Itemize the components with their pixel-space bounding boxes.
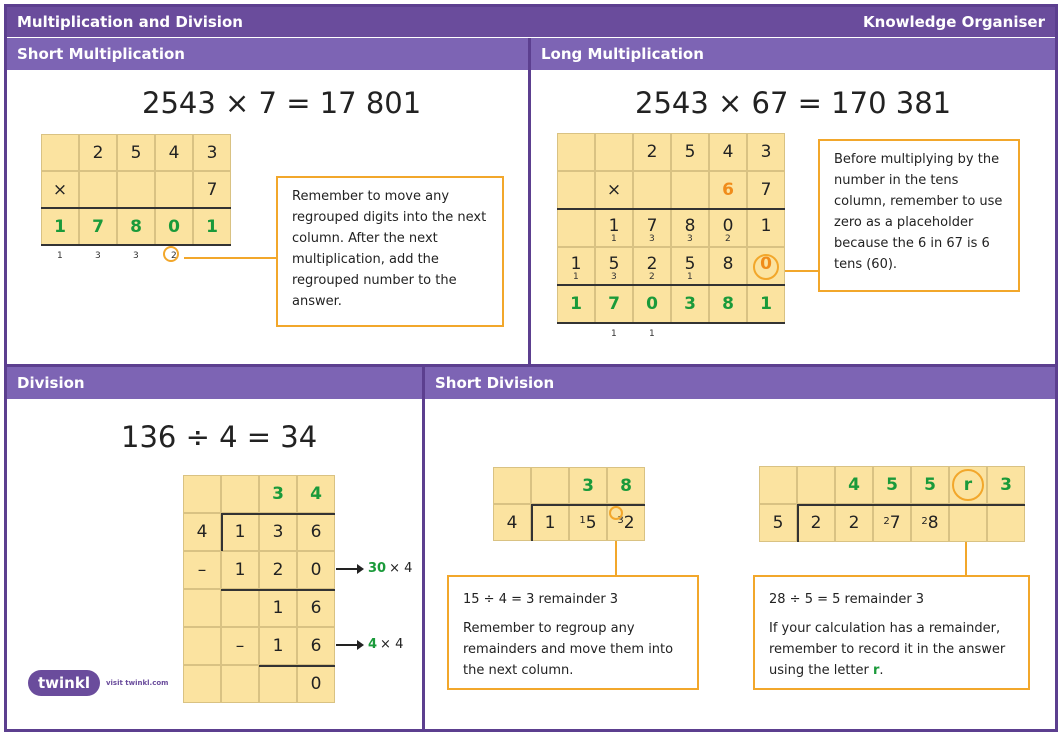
grid-cell: 2 7: [873, 504, 911, 542]
grid-cell: 6: [297, 589, 335, 627]
grid-cell: [117, 171, 155, 208]
grid-cell: [221, 589, 259, 627]
grid-cell: [183, 665, 221, 703]
grid-cell: r: [949, 466, 987, 504]
note-text: [769, 618, 1014, 681]
short-div-note-1: [447, 575, 699, 690]
highlight-circle: [609, 506, 623, 520]
grid-cell: 8: [607, 467, 645, 504]
carry-sup: 3: [617, 515, 624, 526]
grid-rule: [531, 504, 645, 506]
carry-digit: 1: [687, 272, 693, 282]
division-equation: 136 ÷ 4 = 34: [121, 420, 318, 454]
long-mult-note: Before multiplying by the number in the tens column, remember to use zero as a placeholder because the 6 in 67 is 6 tens (60).: [818, 139, 1020, 292]
grid-cell: [41, 134, 79, 171]
carry-digit: 1: [611, 234, 617, 244]
grid-cell: 5: [911, 466, 949, 504]
page-title: Multiplication and Division: [17, 13, 243, 31]
grid-cell: 1: [531, 504, 569, 541]
highlight-circle: [753, 254, 779, 280]
grid-cell: 5: [671, 247, 709, 285]
grid-cell: [531, 467, 569, 504]
grid-cell: 0: [709, 209, 747, 247]
grid-cell: 2: [797, 504, 835, 542]
grid-cell: ×: [595, 171, 633, 209]
header-right: Knowledge Organiser: [863, 13, 1045, 31]
grid-cell: 1: [747, 285, 785, 323]
short-div-title: Short Division: [435, 374, 555, 392]
grid-cell: 4: [183, 513, 221, 551]
carry-digit: 2: [171, 251, 177, 261]
grid-cell: 0: [297, 665, 335, 703]
short-mult-note: Remember to move any regrouped digits into the next column. After the next multiplication, add the regrouped number to the answer.: [276, 176, 504, 327]
note-text: Remember to regroup any remainders and move them into the next column.: [463, 621, 674, 678]
grid-cell: 7: [633, 209, 671, 247]
grid-cell: [949, 504, 987, 542]
grid-rule: [41, 207, 231, 209]
carry-digit: 1: [57, 251, 63, 261]
carry-digit: 1: [649, 329, 655, 339]
grid-cell: –: [183, 551, 221, 589]
carry-digit: 3: [611, 272, 617, 282]
grid-cell: 4: [709, 133, 747, 171]
grid-cell: [759, 466, 797, 504]
arrow-4x4: [336, 637, 403, 652]
carry-digit: 3: [133, 251, 139, 261]
grid-cell: 2 8: [911, 504, 949, 542]
grid-cell: 2: [633, 133, 671, 171]
grid-cell: [633, 171, 671, 209]
grid-cell: 6: [709, 171, 747, 209]
note-part: .: [879, 663, 884, 678]
arrow-num: 30: [368, 561, 387, 576]
grid-rule: [531, 504, 533, 541]
grid-cell: 4: [297, 475, 335, 513]
grid-cell: 0: [155, 208, 193, 245]
grid-cell: 7: [595, 285, 633, 323]
grid-cell: 8: [117, 208, 155, 245]
grid-cell: 6: [297, 627, 335, 665]
grid-cell: 1: [557, 247, 595, 285]
grid-cell: 4: [493, 504, 531, 541]
grid-cell: 1: [221, 551, 259, 589]
short-div-header: [425, 367, 1055, 399]
arrow-rest: × 4: [389, 561, 413, 576]
logo-visit: visit twinkl.com: [105, 679, 169, 687]
grid-rule: [557, 322, 785, 324]
carry-digit: 2: [649, 272, 655, 282]
carry-digit: 2: [725, 234, 731, 244]
grid-cell: 1: [259, 589, 297, 627]
grid-cell: 3: [193, 134, 231, 171]
grid-cell: 2: [835, 504, 873, 542]
grid-cell: 2: [633, 247, 671, 285]
grid-cell: [259, 665, 297, 703]
grid-cell: 4: [155, 134, 193, 171]
grid-cell: 3: [259, 475, 297, 513]
carry-sup: 1: [579, 515, 586, 526]
short-div-note-2: [753, 575, 1030, 690]
grid-cell: 1: [221, 513, 259, 551]
grid-cell: 5: [117, 134, 155, 171]
grid-rule: [557, 284, 785, 286]
divider: [422, 367, 425, 732]
grid-cell: 3: [987, 466, 1025, 504]
carry-digit: 3: [649, 234, 655, 244]
carry-digit: 1: [611, 329, 617, 339]
carry-digit: 3: [687, 234, 693, 244]
carry-digit: 1: [573, 272, 579, 282]
grid-cell: [493, 467, 531, 504]
short-mult-title: Short Multiplication: [17, 45, 185, 63]
grid-rule: [557, 208, 785, 210]
grid-cell: 3: [747, 133, 785, 171]
carry-sup: 2: [883, 515, 890, 527]
grid-cell: [595, 133, 633, 171]
grid-cell: 2: [259, 551, 297, 589]
grid-cell: 3: [569, 467, 607, 504]
grid-cell: [557, 171, 595, 209]
division-header: [7, 367, 422, 399]
divider: [528, 38, 531, 365]
grid-cell: 8: [709, 247, 747, 285]
grid-cell: [79, 171, 117, 208]
grid-cell: 1: [747, 209, 785, 247]
highlight-circle: [952, 469, 984, 501]
grid-cell: 5: [759, 504, 797, 542]
short-mult-header: [7, 38, 528, 70]
grid-cell: 3: [671, 285, 709, 323]
grid-cell: 5: [671, 133, 709, 171]
grid-cell: [987, 504, 1025, 542]
arrow-num: 4: [368, 637, 378, 652]
grid-cell: 8: [709, 285, 747, 323]
arrow-rest: × 4: [380, 637, 404, 652]
grid-cell: 3: [259, 513, 297, 551]
grid-cell: 0: [297, 551, 335, 589]
grid-cell: 1 5: [569, 504, 607, 541]
grid-cell: [155, 171, 193, 208]
division-title: Division: [17, 374, 85, 392]
highlight-circle: [163, 246, 179, 262]
grid-cell: [557, 209, 595, 247]
grid-cell: 2: [79, 134, 117, 171]
main-header: [7, 7, 1055, 37]
grid-cell: 0: [633, 285, 671, 323]
grid-cell: –: [221, 627, 259, 665]
grid-rule: [221, 513, 223, 551]
grid-cell: 7: [747, 171, 785, 209]
grid-cell: 8: [671, 209, 709, 247]
grid-rule: [221, 589, 335, 591]
grid-cell: 1: [557, 285, 595, 323]
long-mult-header: [531, 38, 1055, 70]
grid-cell: 5: [873, 466, 911, 504]
grid-cell: ×: [41, 171, 79, 208]
note-calc: 28 ÷ 5 = 5 remainder 3: [769, 592, 925, 607]
grid-cell: 1: [259, 627, 297, 665]
grid-rule: [41, 244, 231, 246]
grid-cell: [221, 475, 259, 513]
grid-cell: [671, 171, 709, 209]
note-letter-r: r: [873, 663, 880, 678]
grid-cell: 4: [835, 466, 873, 504]
note-part: If your calculation has a remainder, remember to record it in the answer using the letter: [769, 621, 1006, 678]
grid-cell: [797, 466, 835, 504]
logo-text: twinkl: [28, 670, 100, 696]
grid-cell: [183, 627, 221, 665]
grid-rule: [797, 504, 799, 542]
grid-rule: [797, 504, 1025, 506]
grid-cell: [221, 665, 259, 703]
grid-cell: 7: [193, 171, 231, 208]
carry-sup: 2: [921, 515, 928, 527]
grid-cell: [183, 589, 221, 627]
grid-cell: 3 2: [607, 504, 645, 541]
grid-cell: [183, 475, 221, 513]
grid-cell: 0: [747, 247, 785, 285]
grid-cell: 1: [41, 208, 79, 245]
grid-rule: [259, 665, 335, 667]
note-calc: 15 ÷ 4 = 3 remainder 3: [463, 592, 619, 607]
grid-cell: [557, 133, 595, 171]
grid-cell: 1: [595, 209, 633, 247]
connector: [184, 257, 277, 259]
short-mult-equation: 2543 × 7 = 17 801: [142, 86, 422, 120]
carry-digit: 3: [95, 251, 101, 261]
grid-cell: 7: [79, 208, 117, 245]
grid-cell: 1: [193, 208, 231, 245]
twinkl-logo: [28, 670, 168, 696]
long-mult-equation: 2543 × 67 = 170 381: [635, 86, 952, 120]
grid-cell: 6: [297, 513, 335, 551]
grid-rule: [221, 513, 335, 515]
grid-cell: 5: [595, 247, 633, 285]
arrow-30x4: [336, 561, 412, 576]
long-mult-title: Long Multiplication: [541, 45, 704, 63]
